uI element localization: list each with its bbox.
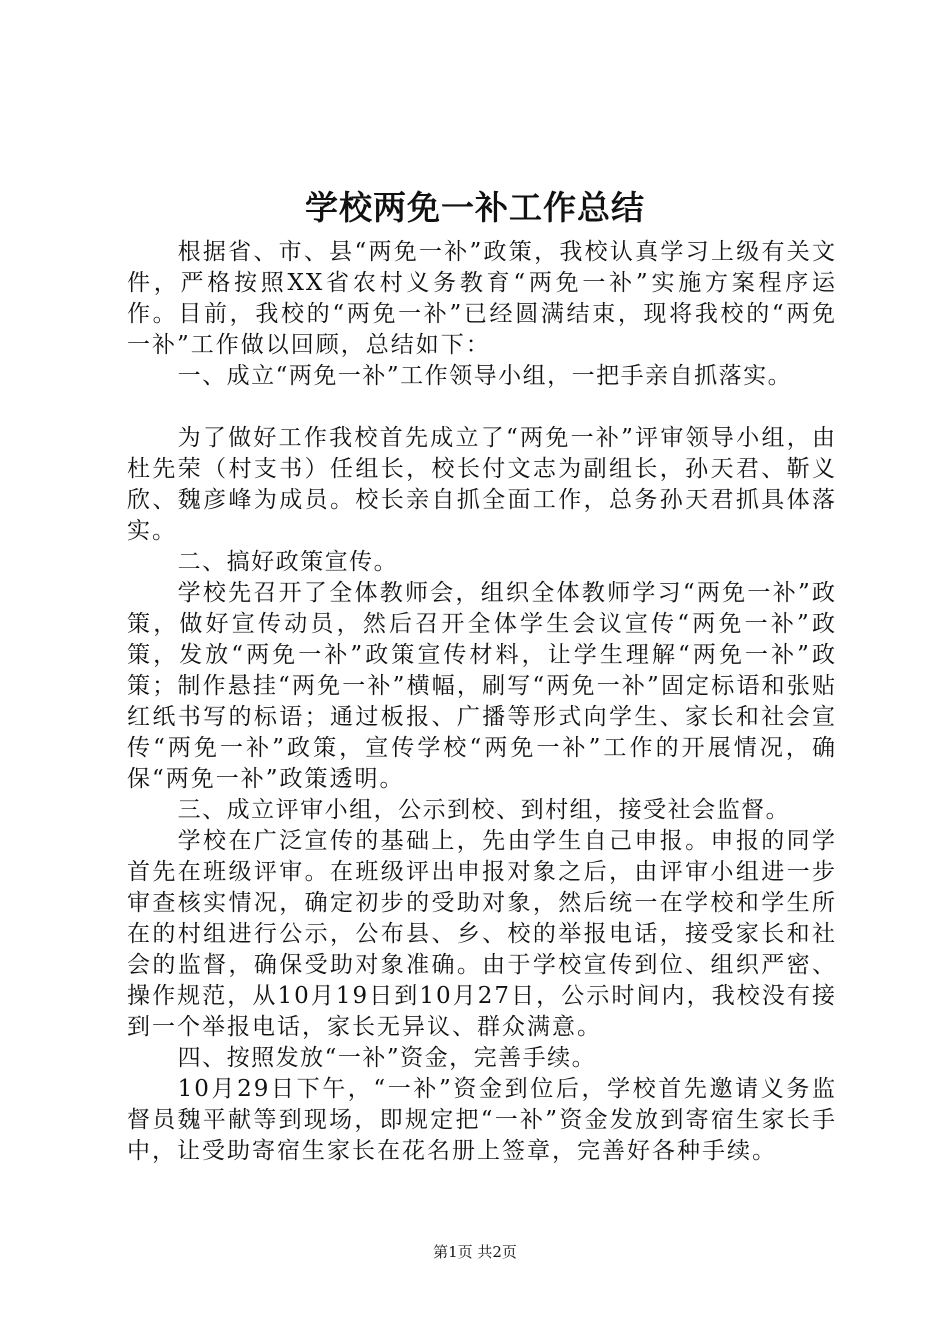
section-heading-2: 二、搞好政策宣传。 — [177, 549, 399, 575]
paragraph-intro: 根据省、市、县“两免一补”政策，我校认真学习上级有关文件，严格按照XX省农村义务教育“两免一补”实施方案程序运作。目前，我校的“两免一补”已经圆满结束，现将我校的“两免一补”工作做以回顾，总结如下： — [127, 239, 837, 358]
paragraph-section-4: 10月29日下午，“一补”资金到位后，学校首先邀请义务监督员魏平献等到现场，即规定把“一补”资金发放到寄宿生家长手中，让受助寄宿生家长在花名册上签章，完善好各种手续。 — [127, 1076, 837, 1164]
section-heading-4: 四、按照发放“一补”资金，完善手续。 — [177, 1045, 597, 1071]
document-body — [127, 237, 837, 1167]
paragraph-section-3: 学校在广泛宣传的基础上，先由学生自己申报。申报的同学首先在班级评审。在班级评出申报对象之后，由评审小组进一步审查核实情况，确定初步的受助对象，然后统一在学校和学生所在的村组进行公示，公布县、乡、校的举报电话，接受家长和社会的监督，确保受助对象准确。由于学校宣传到位、组织严密、操作规范，从10月19日到10月27日，公示时间内，我校没有接到一个举报电话，家长无异议、群众满意。 — [127, 828, 837, 1040]
section-heading-1: 一、成立“两免一补”工作领导小组，一把手亲自抓落实。 — [177, 363, 793, 389]
document-title: 学校两免一补工作总结 — [305, 188, 645, 227]
page-footer: 第1页 共2页 — [433, 1243, 517, 1261]
paragraph-section-2: 学校先召开了全体教师会，组织全体教师学习“两免一补”政策，做好宣传动员，然后召开全体学生会议宣传“两免一补”政策，发放“两免一补”政策宣传材料，让学生理解“两免一补”政策；制作悬挂“两免一补”横幅，刷写“两免一补”固定标语和张贴红纸书写的标语；通过板报、广播等形式向学生、家长和社会宣传“两免一补”政策，宣传学校“两免一补”工作的开展情况，确保“两免一补”政策透明。 — [127, 580, 837, 792]
paragraph-section-1: 为了做好工作我校首先成立了“两免一补”评审领导小组，由杜先荣（村支书）任组长，校长付文志为副组长，孙天君、靳义欣、魏彦峰为成员。校长亲自抓全面工作，总务孙天君抓具体落实。 — [127, 425, 837, 544]
section-heading-3: 三、成立评审小组，公示到校、到村组，接受社会监督。 — [177, 797, 791, 823]
